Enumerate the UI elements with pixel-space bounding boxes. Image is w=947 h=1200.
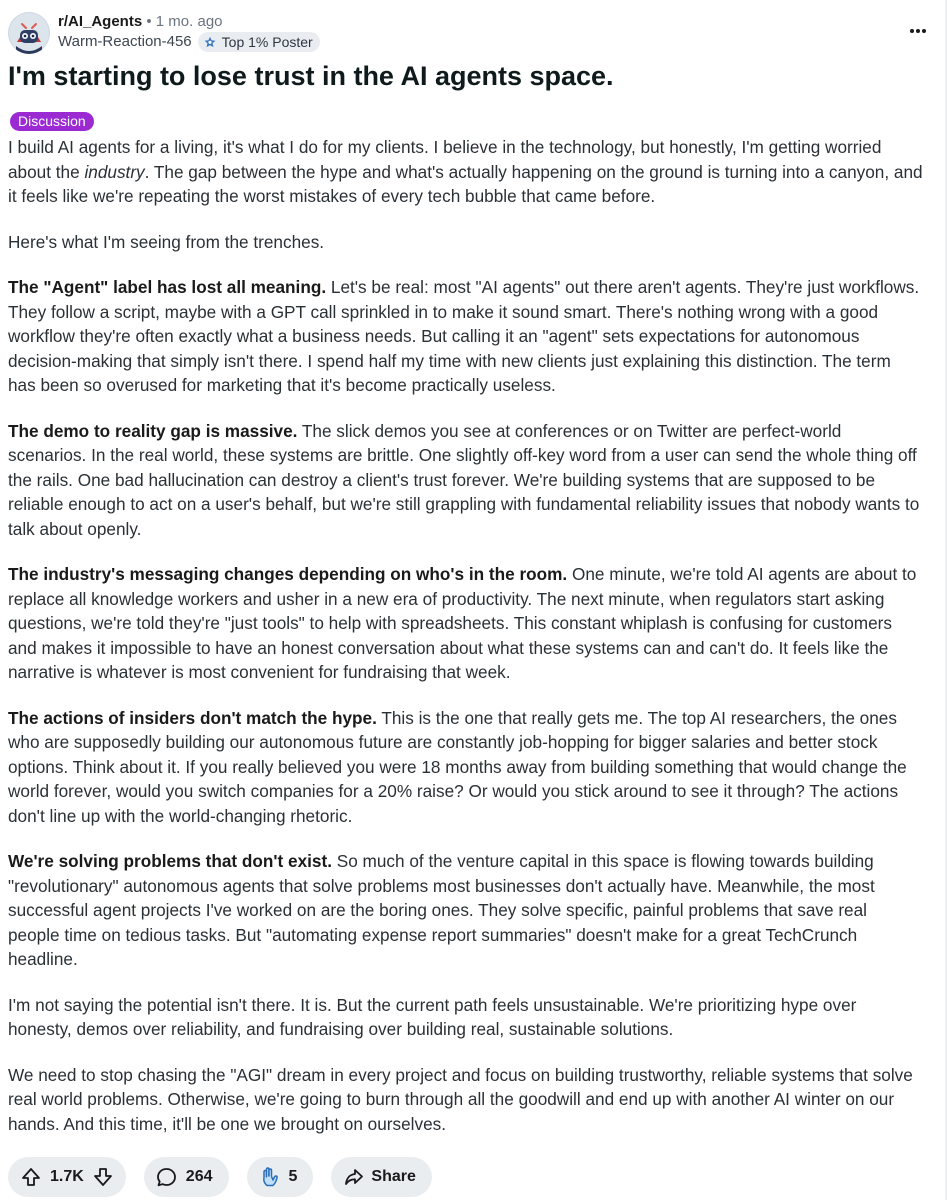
body-paragraph-8: [8, 993, 923, 1042]
post-body: [8, 135, 923, 1157]
share-label: Share: [371, 1168, 416, 1185]
paragraph-text: Let's be real: most "AI agents" out there aren't agents. They're just workflows. They follow a script, maybe with a GPT call sprinkled in to make it sound smart. There's nothing wrong with a good workflow they're often exactly what a business needs. But calling it an "agent" sets expectations for autonomous decision-making that simply isn't there. I spend half my time with new clients just explaining this distinction. The term has been so overused for marketing that it's become practically useless.: [8, 277, 920, 395]
paragraph-text: I build AI agents for a living, it's what I do for my clients. I believe in the technology, but honestly, I'm getting worried about the: [8, 137, 882, 182]
robot-avatar-icon: [8, 12, 50, 54]
badge-star-icon: [203, 35, 217, 49]
paragraph-emphasis: industry: [84, 161, 145, 182]
upvote-arrow-icon: [21, 1167, 41, 1187]
post-actions: [8, 1157, 432, 1197]
comments-button[interactable]: [144, 1157, 229, 1197]
paragraph-lead: The demo to reality gap is massive.: [8, 420, 298, 441]
comment-count: 264: [185, 1168, 213, 1185]
post-flair[interactable]: Discussion: [10, 112, 94, 131]
body-paragraph-9: [8, 1063, 923, 1137]
paragraph-text: This is the one that really gets me. The top AI researchers, the ones who are supposedly building our autonomous future are constantly job-hopping for bigger salaries and better stock options. Think about it. If you really believed you were 18 months away from building something that would change the world forever, would you switch companies for a 20% raise? Or would you stick around to see it through? The actions don't line up with the world-changing rhetoric.: [8, 707, 907, 826]
post-title: I'm starting to lose trust in the AI agents space.: [8, 61, 614, 91]
paragraph-text: I'm not saying the potential isn't there. It is. But the current path feels unsustainable. We're prioritizing hype over honesty, demos over reliability, and fundraising over building real, sustainable solutions.: [8, 994, 857, 1039]
vote-count: 1.7K: [50, 1168, 84, 1185]
paragraph-lead: The actions of insiders don't match the hype.: [8, 707, 377, 728]
subreddit-name[interactable]: r/AI_Agents: [58, 13, 143, 30]
subreddit-avatar[interactable]: [8, 12, 50, 54]
body-paragraph-5: [8, 562, 923, 685]
body-paragraph-4: [8, 419, 923, 542]
author-name[interactable]: Warm-Reaction-456: [58, 33, 192, 50]
downvote-button[interactable]: [92, 1166, 114, 1188]
paragraph-text: The slick demos you see at conferences or on Twitter are perfect-world scenarios. In the real world, these systems are brittle. One slightly off-key word from a user can send the whole thing off the rails. One bad hallucination can destroy a client's trust forever. We're building systems that are supposed to be reliable enough to act on a user's behalf, but we're still grappling with fundamental reliability issues that nobody wants to talk about openly.: [8, 420, 920, 539]
meta-separator: •: [146, 13, 152, 30]
downvote-arrow-icon: [93, 1167, 113, 1187]
award-button[interactable]: [247, 1157, 314, 1197]
post-meta-author: [58, 32, 320, 52]
paragraph-text: Here's what I'm seeing from the trenches.: [8, 231, 325, 252]
more-options-button[interactable]: [903, 16, 933, 46]
body-paragraph-1: [8, 135, 923, 209]
body-paragraph-7: [8, 849, 923, 972]
body-paragraph-2: [8, 230, 923, 255]
paragraph-lead: The industry's messaging changes depending on who's in the room.: [8, 564, 568, 584]
vote-control: [8, 1157, 126, 1197]
paragraph-lead: We're solving problems that don't exist.: [8, 851, 332, 871]
body-paragraph-3: [8, 275, 923, 398]
post-meta-top: [58, 12, 223, 32]
award-count: 5: [288, 1168, 298, 1185]
share-arrow-icon: [343, 1166, 365, 1188]
author-badge-label: Top 1% Poster: [221, 34, 313, 50]
award-hands-icon: [259, 1166, 281, 1188]
paragraph-text: . The gap between the hype and what's actually happening on the ground is turning into a canyon, and it feels like we're repeating the worst mistakes of every tech bubble that came before.: [8, 161, 923, 206]
share-button[interactable]: [331, 1157, 431, 1197]
comment-bubble-icon: [156, 1166, 178, 1188]
author-badge: [198, 32, 320, 52]
upvote-button[interactable]: [20, 1166, 42, 1188]
paragraph-text: One minute, we're told AI agents are about to replace all knowledge workers and usher in a new era of productivity. The next minute, when regulators start asking questions, we're told they're "just tools" to help with spreadsheets. This constant whiplash is confusing for customers and makes it impossible to have an honest conversation about what these systems can and can't do. It feels like the narrative is whatever is most convenient for fundraising that week.: [8, 564, 917, 682]
body-paragraph-6: [8, 706, 923, 829]
post-header: [8, 10, 933, 56]
paragraph-lead: The "Agent" label has lost all meaning.: [8, 277, 327, 297]
ellipsis-icon: [909, 28, 927, 34]
paragraph-text: So much of the venture capital in this space is flowing towards building "revolutionary" autonomous agents that solve problems most businesses don't actually have. Meanwhile, the most successful agent projects I've worked on are the boring ones. They solve specific, painful problems that save real people time on tedious tasks. But "automating expense report summaries" doesn't make for a great TechCrunch headline.: [8, 851, 875, 969]
post-time: 1 mo. ago: [155, 13, 223, 30]
paragraph-text: We need to stop chasing the "AGI" dream in every project and focus on building trustworthy, reliable systems that solve real world problems. Otherwise, we're going to burn through all the goodwill and end up with another AI winter on our hands. And this time, it'll be one we brought on ourselves.: [8, 1064, 913, 1134]
